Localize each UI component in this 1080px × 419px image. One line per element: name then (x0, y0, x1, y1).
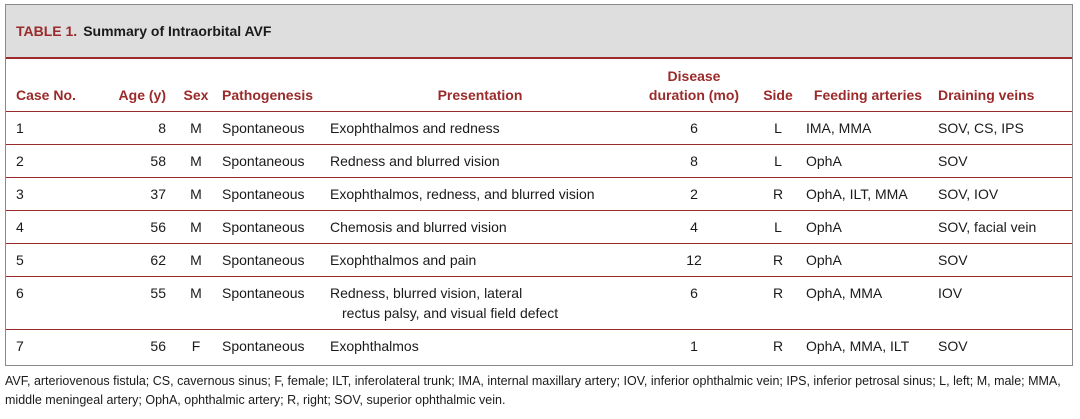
header-pathogenesis: Pathogenesis (218, 59, 326, 111)
cell-presentation (326, 243, 634, 276)
cell-duration: 12 (634, 243, 754, 276)
cell-draining: IOV (934, 276, 1072, 329)
cell-duration: 4 (634, 210, 754, 243)
presentation-text: Exophthalmos (330, 337, 419, 354)
cell-pathogenesis: Spontaneous (222, 337, 305, 354)
cell-draining: SOV, IOV (934, 177, 1072, 210)
cell-side: R (754, 177, 802, 210)
table-body (6, 111, 1072, 362)
presentation-text: Redness and blurred vision (330, 152, 500, 169)
cell-sex: M (174, 276, 218, 329)
cell-case: 4 (6, 210, 104, 243)
header-age: Age (y) (104, 59, 174, 111)
cell-pathogenesis: Spontaneous (218, 243, 326, 276)
cell-duration: 2 (634, 177, 754, 210)
cell-duration: 1 (690, 337, 698, 354)
cell-presentation (326, 111, 634, 144)
header-presentation: Presentation (326, 59, 634, 111)
header-draining: Draining veins (934, 59, 1072, 111)
cell-duration: 8 (634, 144, 754, 177)
presentation-text-continued: rectus palsy, and visual field defect (342, 304, 559, 321)
cell-pathogenesis: Spontaneous (218, 276, 326, 329)
cell-sex: M (174, 243, 218, 276)
cell-feeding: OphA (802, 144, 934, 177)
cell-feeding: OphA, MMA (802, 276, 934, 329)
cell-case: 6 (6, 276, 104, 329)
cell-feeding: OphA (802, 243, 934, 276)
header-row (6, 59, 1072, 111)
cell-side: R (754, 276, 802, 329)
table-frame (5, 4, 1073, 366)
cell-case: 1 (6, 111, 104, 144)
header-sex: Sex (174, 59, 218, 111)
cell-feeding: OphA, MMA, ILT (806, 337, 910, 354)
cell-feeding: OphA, ILT, MMA (802, 177, 934, 210)
cell-age: 37 (104, 177, 174, 210)
presentation-text: Exophthalmos and redness (330, 119, 500, 136)
table-row (6, 276, 1072, 329)
presentation-text: Redness, blurred vision, lateral (330, 284, 523, 301)
cell-draining: SOV (938, 337, 968, 354)
cell-sex: F (191, 337, 201, 354)
cell-presentation (326, 210, 634, 243)
presentation-text: Chemosis and blurred vision (330, 218, 507, 235)
cell-draining: SOV (934, 243, 1072, 276)
header-side: Side (754, 59, 802, 111)
cell-sex: M (174, 210, 218, 243)
cell-presentation (326, 276, 634, 329)
cell-age: 55 (104, 276, 174, 329)
cell-pathogenesis: Spontaneous (218, 144, 326, 177)
cell-pathogenesis: Spontaneous (218, 111, 326, 144)
cell-side: L (754, 144, 802, 177)
cell-side: L (754, 111, 802, 144)
cell-feeding: OphA (802, 210, 934, 243)
cell-case: 5 (6, 243, 104, 276)
table-footnote: AVF, arteriovenous fistula; CS, cavernous sinus; F, female; ILT, inferolateral trunk; IMA, internal maxillary artery; IOV, inferior ophthalmic vein; IPS, inferior petrosal sinus; L, left; M, male; MMA, middle meningeal artery; OphA, ophthalmic artery; R, right; SOV, superior ophthalmic vein. (5, 374, 1061, 407)
header-duration-line1: Disease (667, 67, 721, 84)
header-duration-line2: duration (mo) (648, 86, 740, 103)
cell-presentation (326, 177, 634, 210)
cell-age: 56 (104, 210, 174, 243)
cell-age: 62 (104, 243, 174, 276)
table-row (6, 177, 1072, 210)
cell-side: R (754, 243, 802, 276)
table-title: Summary of Intraorbital AVF (83, 23, 272, 39)
table-row (6, 329, 1072, 362)
presentation-text: Exophthalmos and pain (330, 251, 477, 268)
data-table (6, 59, 1072, 362)
cell-side: R (772, 337, 784, 354)
table-title-bar (6, 5, 1072, 59)
cell-sex: M (174, 111, 218, 144)
presentation-text: Exophthalmos, redness, and blurred vision (330, 185, 595, 202)
header-feeding: Feeding arteries (802, 59, 934, 111)
cell-presentation (326, 144, 634, 177)
table-label: TABLE 1. (16, 23, 78, 39)
cell-draining: SOV, facial vein (934, 210, 1072, 243)
cell-age: 8 (104, 111, 174, 144)
cell-presentation (326, 329, 634, 362)
cell-age: 58 (104, 144, 174, 177)
table-row (6, 243, 1072, 276)
cell-sex: M (174, 177, 218, 210)
table-row (6, 144, 1072, 177)
cell-duration: 6 (634, 276, 754, 329)
cell-sex: M (174, 144, 218, 177)
header-duration (634, 59, 754, 111)
cell-side: L (754, 210, 802, 243)
cell-draining: SOV (934, 144, 1072, 177)
cell-case: 3 (6, 177, 104, 210)
cell-duration: 6 (634, 111, 754, 144)
header-case: Case No. (6, 59, 104, 111)
cell-case: 2 (6, 144, 104, 177)
cell-age: 56 (150, 337, 166, 354)
table-row (6, 210, 1072, 243)
cell-case: 7 (16, 337, 24, 354)
cell-pathogenesis: Spontaneous (218, 210, 326, 243)
cell-pathogenesis: Spontaneous (218, 177, 326, 210)
table-row (6, 111, 1072, 144)
cell-draining: SOV, CS, IPS (934, 111, 1072, 144)
cell-feeding: IMA, MMA (802, 111, 934, 144)
